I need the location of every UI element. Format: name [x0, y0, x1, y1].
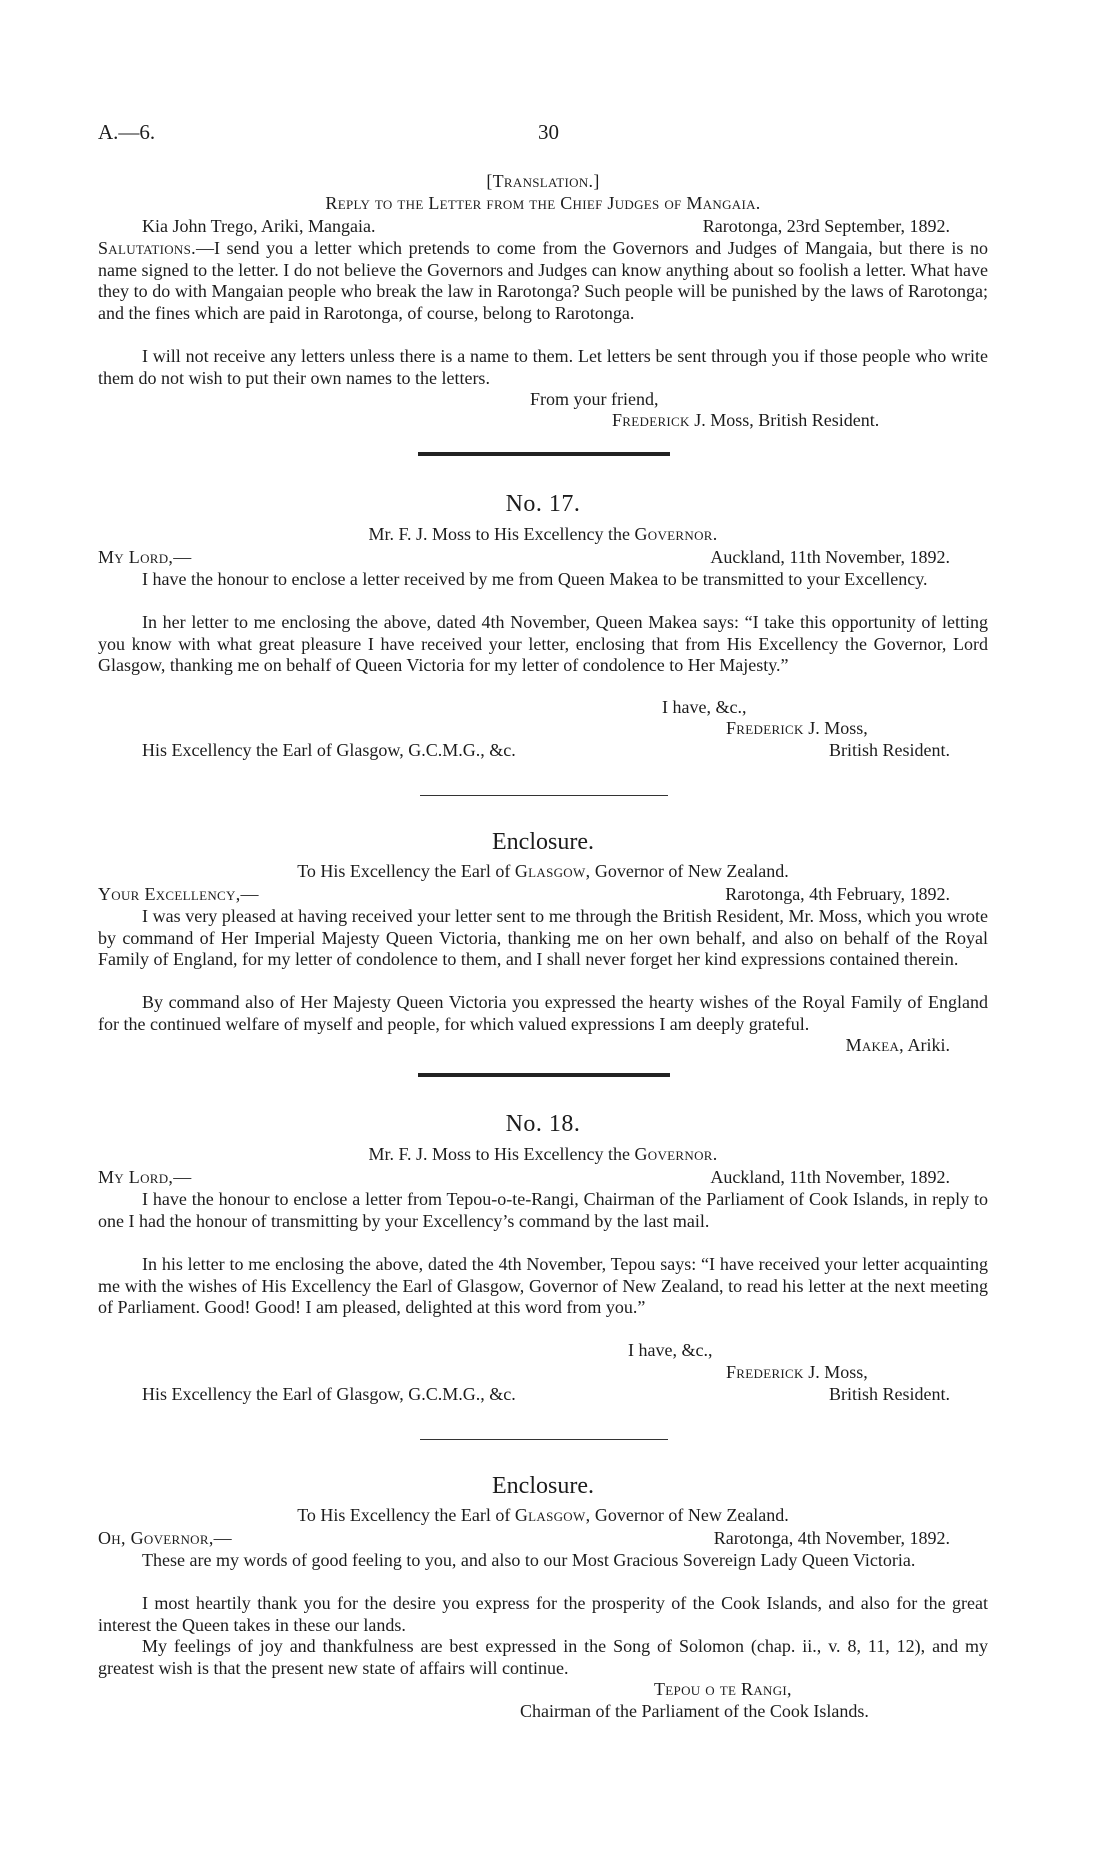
enclosure-2-paragraph-3: My feelings of joy and thankfulness are best expressed in the Song of Solomon (chap. ii., v. 8, 11, 12), and my greatest wish is that the present new state of affairs will continue.	[98, 1636, 988, 1678]
enclosure-1-title: Enclosure.	[492, 829, 594, 855]
letter-18-signature	[726, 1362, 868, 1384]
letter-17-subtitle	[98, 524, 988, 546]
translation-title: Reply to the Letter from the Chief Judges of Mangaia.	[325, 193, 761, 213]
enclosure-1-paragraph-2: By command also of Her Majesty Queen Victoria you expressed the hearty wishes of the Royal Family of England for the continued welfare of myself and people, for which valued expressions I am deeply grateful.	[98, 992, 988, 1034]
letter-17-salutation-row	[98, 547, 988, 569]
letter-17-closing: I have, &c.,	[662, 697, 747, 717]
letter-18-signature-rest: J. Moss,	[808, 1362, 868, 1382]
letter-17-recipient-row	[98, 740, 988, 762]
enclosure-2-to-governor: Governor of New Zealand.	[594, 1505, 789, 1525]
enclosure-1-signature-rest: Ariki.	[907, 1035, 950, 1055]
translation-paragraph-1-text: —I send you a letter which pretends to come from the Governors and Judges of Mangaia, but there is no name signed to the letter. I do not believe the Governors and Judges can know anything about so foolish a letter. What have they to do with Mangaian people who break the law in Rarotonga? Such people will be punished by the laws of Rarotonga; and the fines which are paid in Rarotonga, of course, belong to Rarotonga.	[98, 238, 988, 323]
translation-paragraph-1	[98, 238, 988, 324]
letter-18-subtitle-governor: Governor.	[634, 1144, 718, 1164]
letter-18-paragraph-1: I have the honour to enclose a letter from Tepou-o-te-Rangi, Chairman of the Parliament of Cook Islands, in reply to one I had the honour of transmitting by your Excellency’s command by the last mail.	[98, 1189, 988, 1231]
enclosure-2-signature: Tepou o te Rangi,	[654, 1679, 792, 1699]
translation-addressee: Kia John Trego, Ariki, Mangaia.	[142, 216, 376, 236]
letter-17-salutation: My Lord,—	[98, 547, 192, 567]
letter-17-signature-title: British Resident.	[829, 740, 950, 760]
enclosure-1-to-text: To His Excellency the Earl of	[297, 861, 511, 881]
enclosure-2-to-glasgow: Glasgow,	[514, 1505, 591, 1525]
translation-signature-name: Frederick	[612, 410, 690, 430]
enclosure-1-to-governor: Governor of New Zealand.	[594, 861, 789, 881]
enclosure-1-to	[98, 861, 988, 883]
letter-18-salutation: My Lord,—	[98, 1167, 192, 1187]
enclosure-2-to-text: To His Excellency the Earl of	[297, 1505, 511, 1525]
enclosure-2-paragraph-2: I most heartily thank you for the desire you express for the prosperity of the Cook Islands, and also for the great interest the Queen takes in these our lands.	[98, 1593, 988, 1635]
salutations-label: Salutations.	[98, 238, 196, 258]
section-divider-thin	[420, 795, 668, 796]
translation-signature-rest: J. Moss, British Resident.	[694, 410, 880, 430]
enclosure-1-salutation: Your Excellency,—	[98, 884, 259, 904]
translation-closing: From your friend,	[530, 389, 659, 409]
page-number: 30	[538, 120, 559, 144]
letter-18-place-date: Auckland, 11th November, 1892.	[710, 1167, 950, 1187]
letter-18-signature-title: British Resident.	[829, 1384, 950, 1404]
enclosure-1-to-glasgow: Glasgow,	[514, 861, 591, 881]
section-divider-thick	[418, 1073, 670, 1077]
section-divider-thin	[420, 1439, 668, 1440]
letter-18-subtitle	[98, 1144, 988, 1166]
letter-17-signature	[726, 718, 868, 740]
enclosure-1-salutation-row	[98, 884, 988, 906]
enclosure-1-signature	[846, 1035, 950, 1057]
enclosure-2-paragraph-1: These are my words of good feeling to you, and also to our Most Gracious Sovereign Lady Queen Victoria.	[142, 1550, 916, 1570]
document-reference: A.—6.	[98, 120, 156, 144]
letter-17-signature-rest: J. Moss,	[808, 718, 868, 738]
letter-17-recipient: His Excellency the Earl of Glasgow, G.C.M.G., &c.	[142, 740, 516, 760]
enclosure-2-place-date: Rarotonga, 4th November, 1892.	[713, 1528, 950, 1548]
enclosure-2-salutation-row	[98, 1528, 988, 1550]
letter-17-paragraph-2: In her letter to me enclosing the above, dated 4th November, Queen Makea says: “I take this opportunity of letting you know with what great pleasure I have received your letter, enclosing that from His Excellency the Governor, Lord Glasgow, thanking me on behalf of Queen Victoria for my letter of condolence to Her Majesty.”	[98, 612, 988, 675]
letter-18-salutation-row	[98, 1167, 988, 1189]
letter-18-signature-sc: Frederick	[726, 1362, 804, 1382]
enclosure-1-signature-sc: Makea,	[845, 1035, 904, 1055]
enclosure-2-signature-title: Chairman of the Parliament of the Cook Islands.	[520, 1701, 869, 1721]
letter-18-recipient: His Excellency the Earl of Glasgow, G.C.M.G., &c.	[142, 1384, 516, 1404]
translation-signature	[612, 410, 879, 432]
translation-paragraph-2: I will not receive any letters unless there is a name to them. Let letters be sent through you if those people who write them do not wish to put their own names to the letters.	[98, 346, 988, 388]
letter-18-subtitle-text: Mr. F. J. Moss to His Excellency the	[368, 1144, 630, 1164]
enclosure-1-paragraph-1: I was very pleased at having received your letter sent to me through the British Resident, Mr. Moss, which you wrote by command of Her Imperial Majesty Queen Victoria, thanking me on her own behalf, and also on behalf of the Royal Family of England, for my letter of condolence to them, and I shall never forget her kind expressions contained therein.	[98, 906, 988, 969]
translation-address-row	[98, 216, 988, 238]
letter-17-subtitle-governor: Governor.	[634, 524, 718, 544]
translation-place-date: Rarotonga, 23rd September, 1892.	[702, 216, 950, 236]
enclosure-1-place-date: Rarotonga, 4th February, 1892.	[725, 884, 950, 904]
enclosure-2-to	[98, 1505, 988, 1527]
letter-17-subtitle-text: Mr. F. J. Moss to His Excellency the	[368, 524, 630, 544]
section-divider-thick	[418, 452, 670, 456]
letter-17-place-date: Auckland, 11th November, 1892.	[710, 547, 950, 567]
translation-label: [Translation.]	[486, 171, 600, 191]
enclosure-2-title: Enclosure.	[492, 1473, 594, 1499]
letter-17-number: No. 17.	[505, 491, 581, 517]
letter-18-number: No. 18.	[505, 1111, 581, 1137]
enclosure-2-salutation: Oh, Governor,—	[98, 1528, 232, 1548]
letter-18-recipient-row	[98, 1384, 988, 1406]
letter-18-paragraph-2: In his letter to me enclosing the above, dated the 4th November, Tepou says: “I have received your letter acquainting me with the wishes of His Excellency the Earl of Glasgow, Governor of New Zealand, to read his letter at the next meeting of Parliament. Good! Good! I am pleased, delighted at this word from you.”	[98, 1254, 988, 1317]
enclosure-1-paragraph-2-wrap	[98, 992, 988, 1056]
letter-17-paragraph-1: I have the honour to enclose a letter received by me from Queen Makea to be transmitted to your Excellency.	[142, 569, 928, 589]
letter-18-closing: I have, &c.,	[628, 1340, 713, 1360]
letter-17-signature-sc: Frederick	[726, 718, 804, 738]
